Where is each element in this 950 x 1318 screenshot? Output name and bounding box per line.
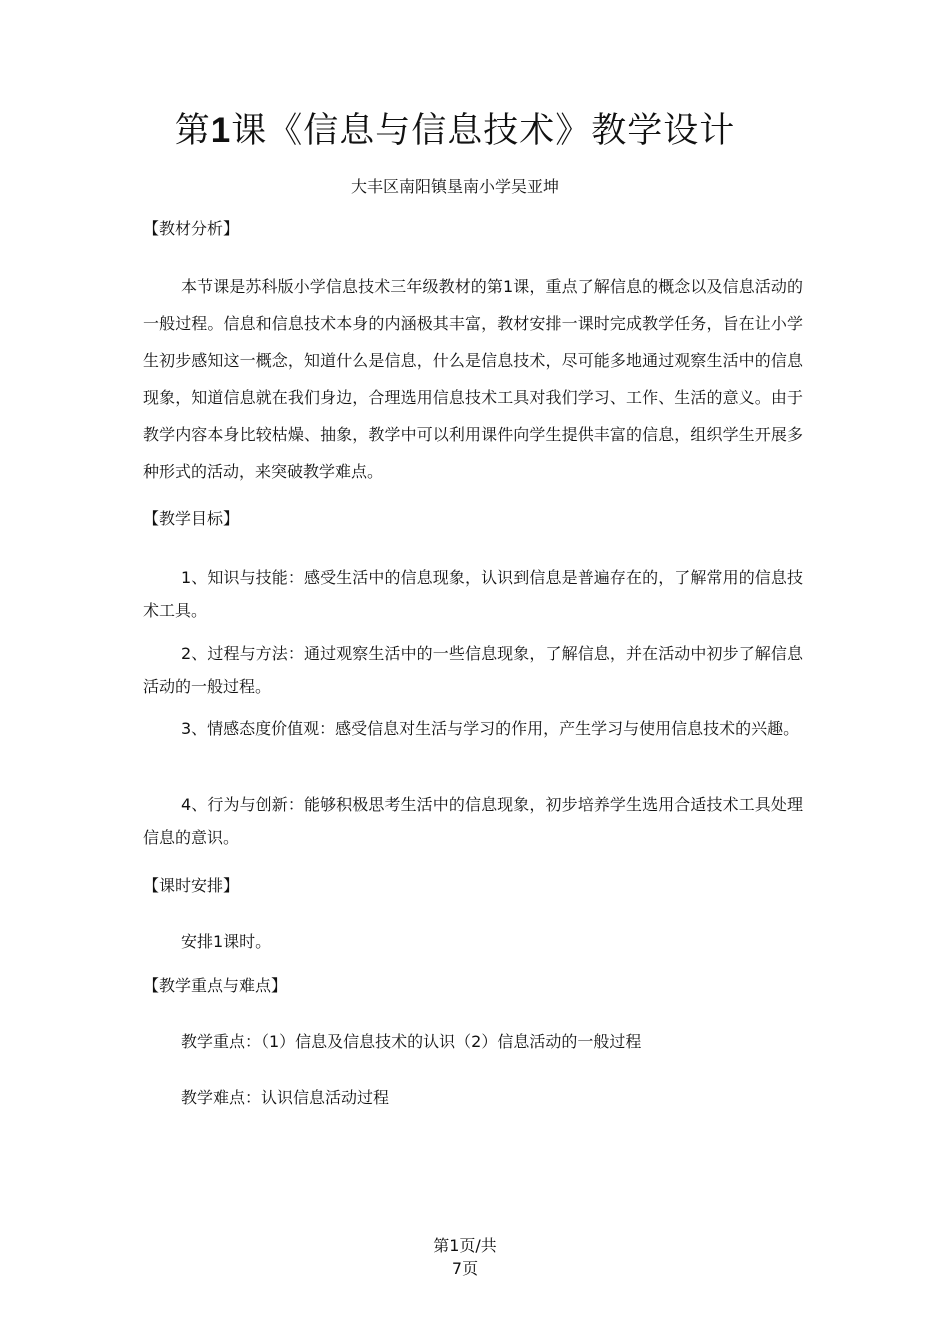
goal-item-1: 1、知识与技能：感受生活中的信息现象，认识到信息是普遍存在的，了解常用的信息技术工具。: [143, 568, 803, 620]
author-line: 大丰区南阳镇垦南小学吴亚坤: [350, 177, 559, 196]
page-footer: [0, 1234, 930, 1280]
document-title: [0, 106, 910, 156]
key-points-text: 教学重点：（1）信息及信息技术的认识（2）信息活动的一般过程: [181, 1032, 642, 1051]
page-number-line-2: 7页: [451, 1259, 479, 1278]
schedule-text: 安排1课时。: [181, 932, 272, 951]
goal-item-3: 3、情感态度价值观：感受信息对生活与学习的作用，产生学习与使用信息技术的兴趣。: [181, 719, 800, 738]
difficulty-text: 教学难点：认识信息活动过程: [181, 1088, 390, 1107]
analysis-paragraph: 本节课是苏科版小学信息技术三年级教材的第1课，重点了解信息的概念以及信息活动的一般过程。信息和信息技术本身的内涵极其丰富，教材安排一课时完成教学任务，旨在让小学生初步感知这一概念，知道什么是信息，什么是信息技术，尽可能多地通过观察生活中的信息现象，知道信息就在我们身边，合理选用信息技术工具对我们学习、工作、生活的意义。由于教学内容本身比较枯燥、抽象，教学中可以利用课件向学生提供丰富的信息，组织学生开展多种形式的活动，来突破教学难点。: [143, 277, 803, 481]
goal-item-2: 2、过程与方法：通过观察生活中的一些信息现象，了解信息，并在活动中初步了解信息活动的一般过程。: [143, 644, 803, 696]
section-heading-schedule: 【课时安排】: [143, 876, 240, 895]
section-heading-goals: 【教学目标】: [143, 509, 240, 528]
title-prefix: 第: [174, 111, 211, 151]
section-heading-analysis: 【教材分析】: [143, 219, 240, 238]
page-number-line-1: 第1页/共: [433, 1236, 497, 1255]
section-heading-focus: 【教学重点与难点】: [143, 976, 288, 995]
title-suffix: 课《信息与信息技术》教学设计: [231, 111, 736, 151]
goal-item-4: 4、行为与创新：能够积极思考生活中的信息现象，初步培养学生选用合适技术工具处理信息的意识。: [143, 795, 803, 847]
title-number: 1: [210, 111, 232, 150]
